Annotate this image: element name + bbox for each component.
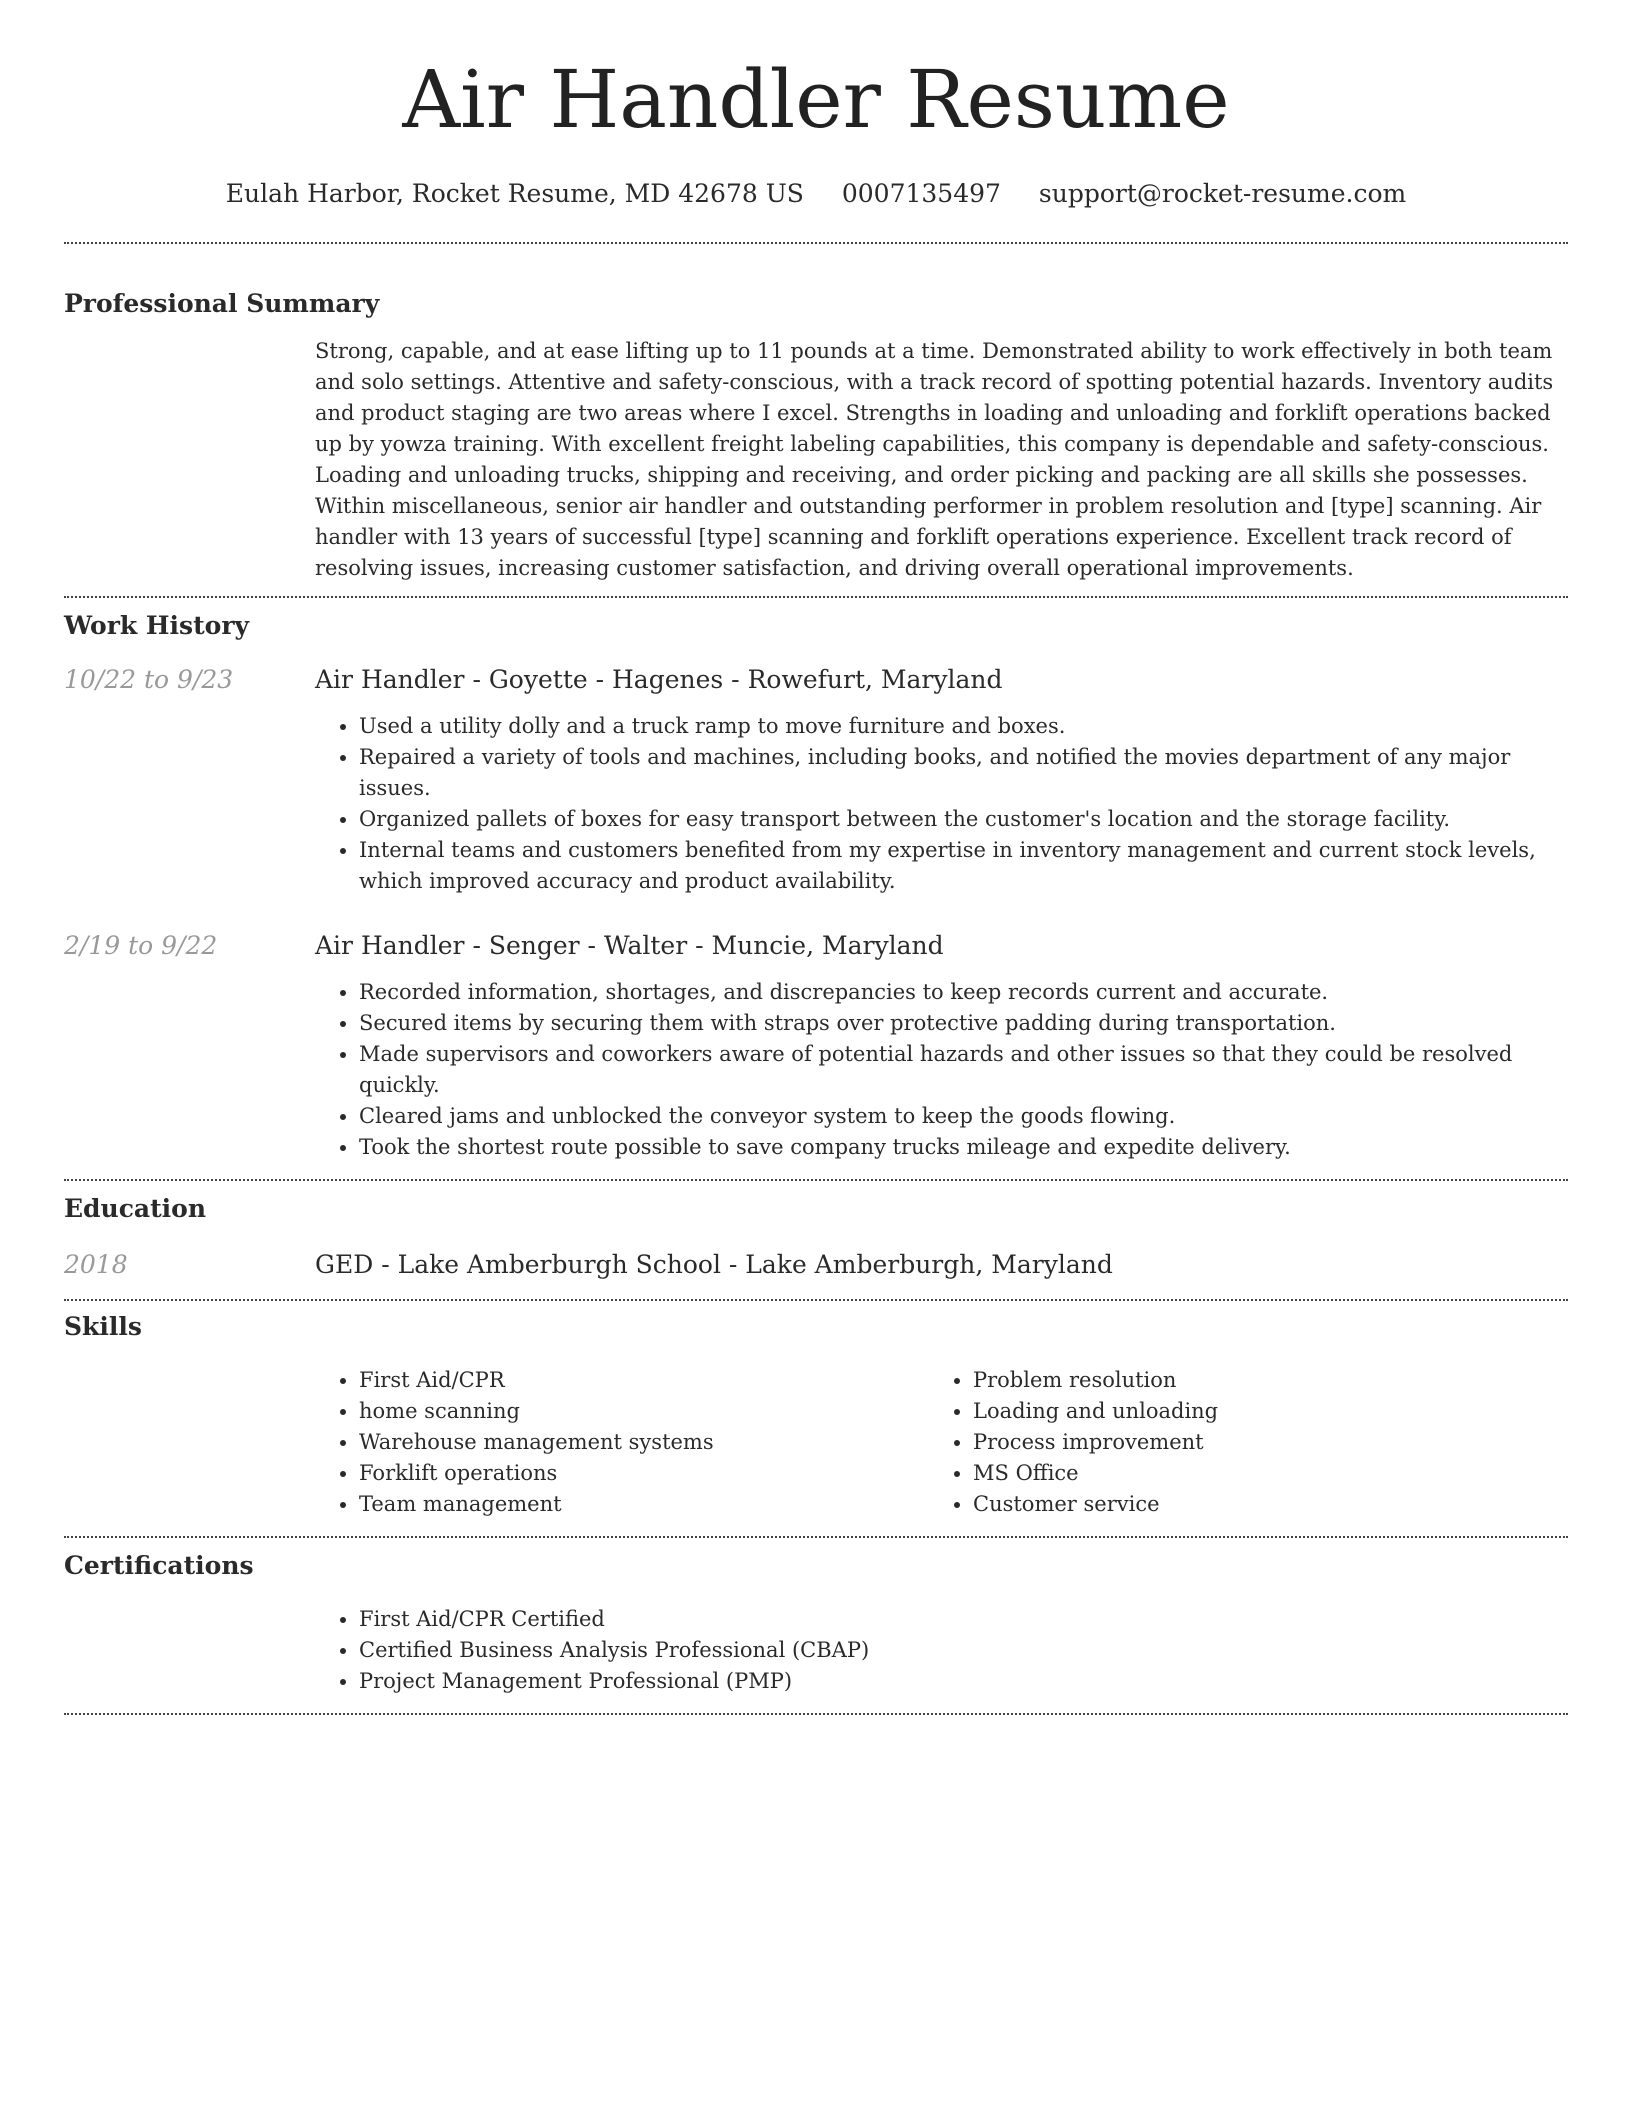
skills-heading: Skills xyxy=(64,1312,142,1341)
resume-page xyxy=(64,0,1568,1715)
certifications-list xyxy=(315,1604,1568,1697)
skill-item: • Team management xyxy=(359,1489,929,1520)
summary-text: Strong, capable, and at ease lifting up to 11 pounds at a time. Demonstrated ability to work effectively in both team and solo settings. Attentive and safety-conscious, with a track record of spotting potential hazards. Inventory audits and product staging are two areas where I excel. Strengths in loading and unloading and forklift operations backed up by yowza training. With excellent freight labeling capabilities, this company is dependable and safety-conscious. Loading and unloading trucks, shipping and receiving, and order picking and packing are all skills she possesses. Within miscellaneous, senior air handler and outstanding performer in problem resolution and [type] scanning. Air handler with 13 years of successful [type] scanning and forklift operations experience. Excellent track record of resolving issues, increasing customer satisfaction, and driving overall operational improvements. xyxy=(315,339,1554,580)
education-entry xyxy=(64,1247,1568,1283)
job-bullet: • Internal teams and customers benefited from my expertise in inventory management and current stock levels, which improved accuracy and product availability. xyxy=(359,835,1568,897)
work-history-section xyxy=(64,610,1568,1163)
skills-grid xyxy=(315,1365,1568,1520)
job-bullet: • Organized pallets of boxes for easy transport between the customer's location and the storage facility. xyxy=(359,804,1568,835)
skills-section xyxy=(64,1311,1568,1520)
job-entry xyxy=(64,928,1568,1163)
certifications-heading: Certifications xyxy=(64,1551,254,1580)
certification-item: • Project Management Professional (PMP) xyxy=(359,1666,1568,1697)
job-entry xyxy=(64,662,1568,897)
skill-item: • home scanning xyxy=(359,1396,929,1427)
job-bullets xyxy=(315,977,1568,1163)
job-bullet: • Recorded information, shortages, and discrepancies to keep records current and accurate. xyxy=(359,977,1568,1008)
divider xyxy=(64,1299,1568,1301)
summary-section xyxy=(64,288,1568,584)
job-bullet: • Used a utility dolly and a truck ramp to move furniture and boxes. xyxy=(359,711,1568,742)
job-bullet: • Secured items by securing them with straps over protective padding during transportation. xyxy=(359,1008,1568,1039)
skills-column-right xyxy=(929,1365,1543,1520)
certifications-section xyxy=(64,1550,1568,1697)
job-bullet: • Made supervisors and coworkers aware of potential hazards and other issues so that they could be resolved quickly. xyxy=(359,1039,1568,1101)
certification-item: • First Aid/CPR Certified xyxy=(359,1604,1568,1635)
contact-phone: 0007135497 xyxy=(841,179,1001,208)
contact-email[interactable]: support@rocket-resume.com xyxy=(1038,179,1407,208)
divider xyxy=(64,1713,1568,1715)
divider xyxy=(64,1179,1568,1181)
job-bullet: • Repaired a variety of tools and machines, including books, and notified the movies department of any major issues. xyxy=(359,742,1568,804)
education-section xyxy=(64,1193,1568,1283)
divider xyxy=(64,1536,1568,1538)
skill-item: • Loading and unloading xyxy=(973,1396,1543,1427)
job-title: Air Handler - Goyette - Hagenes - Rowefurt, Maryland xyxy=(315,665,1003,694)
education-title: GED - Lake Amberburgh School - Lake Amberburgh, Maryland xyxy=(315,1250,1113,1279)
certification-item: • Certified Business Analysis Professional (CBAP) xyxy=(359,1635,1568,1666)
job-bullet: • Cleared jams and unblocked the conveyor system to keep the goods flowing. xyxy=(359,1101,1568,1132)
skill-item: • First Aid/CPR xyxy=(359,1365,929,1396)
job-dates: 2/19 to 9/22 xyxy=(64,931,218,960)
contact-address: Eulah Harbor, Rocket Resume, MD 42678 US xyxy=(225,179,804,208)
skill-item: • Problem resolution xyxy=(973,1365,1543,1396)
job-title: Air Handler - Senger - Walter - Muncie, Maryland xyxy=(315,931,944,960)
job-bullet: • Took the shortest route possible to save company trucks mileage and expedite delivery. xyxy=(359,1132,1568,1163)
education-date: 2018 xyxy=(64,1250,128,1279)
job-dates: 10/22 to 9/23 xyxy=(64,665,234,694)
contact-line xyxy=(64,178,1568,210)
work-history-heading: Work History xyxy=(64,611,250,640)
education-heading: Education xyxy=(64,1194,207,1223)
job-bullets xyxy=(315,711,1568,897)
skills-column-left xyxy=(315,1365,929,1520)
divider xyxy=(64,596,1568,598)
skill-item: • MS Office xyxy=(973,1458,1543,1489)
summary-heading: Professional Summary xyxy=(64,289,380,318)
resume-title: Air Handler Resume xyxy=(402,53,1230,146)
divider xyxy=(64,242,1568,244)
skill-item: • Forklift operations xyxy=(359,1458,929,1489)
skill-item: • Customer service xyxy=(973,1489,1543,1520)
skill-item: • Warehouse management systems xyxy=(359,1427,929,1458)
skill-item: • Process improvement xyxy=(973,1427,1543,1458)
